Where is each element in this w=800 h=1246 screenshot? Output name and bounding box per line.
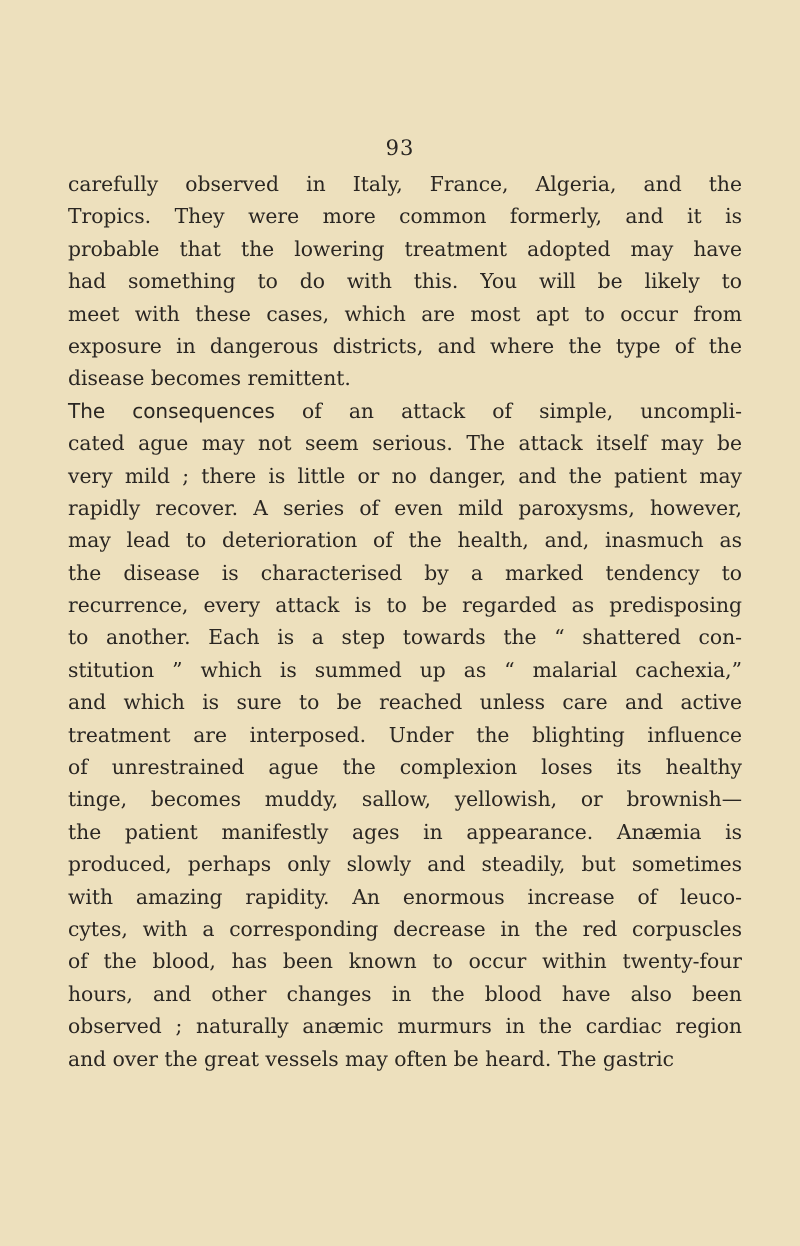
text-line: treatment are interposed. Under the blighting influence — [68, 722, 742, 747]
text-line: Tropics. They were more common formerly, and it is — [68, 204, 742, 229]
text-line: stitution ” which is summed up as “ malarial cachexia,” — [68, 657, 742, 682]
text-line: cated ague may not seem serious. The attack itself may be — [68, 431, 742, 456]
text-line: of the blood, has been known to occur within twenty-four — [68, 949, 742, 974]
paragraph-lead-rest: of an attack of simple, uncompli- — [274, 398, 742, 423]
text-line: probable that the lowering treatment adopted may have — [68, 236, 742, 261]
text-line: exposure in dangerous districts, and where the type of the — [68, 333, 742, 358]
text-line: hours, and other changes in the blood have also been — [68, 981, 742, 1006]
text-line: cytes, with a corresponding decrease in the red corpuscles — [68, 916, 742, 941]
paragraph-heading-line — [68, 395, 742, 427]
text-line: carefully observed in Italy, France, Algeria, and the — [68, 172, 742, 196]
text-line: the disease is characterised by a marked tendency to — [68, 560, 742, 585]
text-line: had something to do with this. You will be likely to — [68, 269, 742, 294]
text-line: of unrestrained ague the complexion loses its healthy — [68, 755, 742, 780]
text-line: to another. Each is a step towards the “ shattered con- — [68, 625, 742, 650]
text-line: and which is sure to be reached unless care and active — [68, 690, 742, 715]
paragraph-lead: The consequences — [68, 398, 275, 423]
text-line: and over the great vessels may often be heard. The gastric — [68, 1046, 675, 1071]
text-line: the patient manifestly ages in appearance. Anæmia is — [68, 819, 742, 844]
text-line: disease becomes remittent. — [68, 366, 351, 391]
text-line: tinge, becomes muddy, sallow, yellowish, or brownish— — [68, 787, 742, 812]
text-line: rapidly recover. A series of even mild paroxysms, however, — [68, 495, 742, 520]
text-line: observed ; naturally anæmic murmurs in the cardiac region — [68, 1014, 742, 1039]
page-number: 93 — [385, 136, 415, 160]
text-line: recurrence, every attack is to be regarded as predisposing — [68, 593, 742, 618]
text-line: may lead to deterioration of the health, and, inasmuch as — [68, 528, 742, 553]
text-line: very mild ; there is little or no danger, and the patient may — [68, 463, 742, 488]
body-text — [68, 168, 742, 1075]
text-line: with amazing rapidity. An enormous increase of leuco- — [68, 884, 742, 909]
text-line: produced, perhaps only slowly and steadily, but sometimes — [68, 852, 742, 877]
text-line: meet with these cases, which are most apt to occur from — [68, 301, 742, 326]
